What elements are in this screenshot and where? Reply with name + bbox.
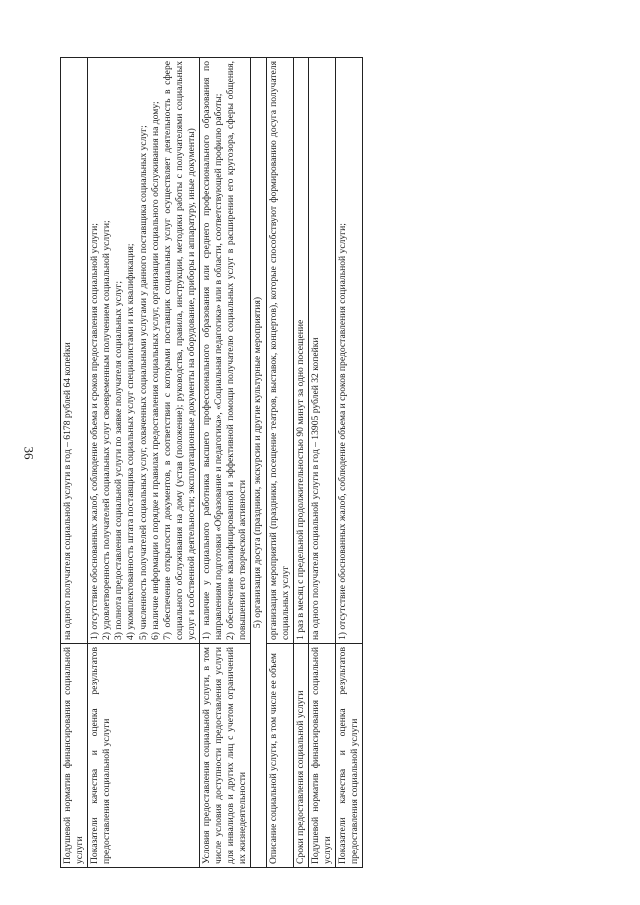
row-label: Подушевой норматив финансирования социальной услуги [308, 644, 335, 868]
table-row [308, 58, 335, 868]
table-row [88, 58, 200, 868]
value-item: 3) полнота предоставления социальной услуги по заявке получателя социальных услуг; [113, 280, 125, 640]
value-item: организация мероприятий (праздники, посещение театров, выставок, концертов), которые способствуют формированию досуга получателя социальных услуг [267, 61, 291, 640]
value-item: 7) обеспечение открытости документов, в соответствии с которыми поставщик социальных услуг осуществляет деятельность в сфере социального обслуживания на дому (устав (положение); руководства, правила, инструкции, методики работы с получателями социальных услуг и собственной деятельности; эксплуатационные документы на оборудование, приборы и аппаратуру, иные документы) [161, 61, 197, 640]
row-value [88, 58, 200, 644]
services-table [60, 57, 363, 868]
table-row [200, 58, 251, 868]
value-item: 1) отсутствие обоснованных жалоб, соблюдение объема и сроков предоставления социальной услуги; [89, 223, 101, 640]
row-label: Показатели качества и оценка результатов предоставления социальной услуги [88, 644, 200, 868]
row-value [200, 58, 251, 644]
row-value [61, 58, 88, 644]
value-item: 5) численность получателей социальных услуг, охваченных социальными услугами у данного поставщика социальных услуг; [137, 125, 149, 640]
value-item: на одного получателя социальной услуги в год – 6178 рублей 64 копейки [62, 342, 73, 640]
value-item: 2) удовлетворенность получателей социальных услуг своевременным получением социальной услуги; [101, 220, 113, 640]
value-item: 6) наличие информации о порядке и правилах предоставления социальных услуг, организации социального обслуживания на дому; [149, 101, 161, 640]
section-heading-row [251, 58, 266, 868]
table-row [335, 58, 362, 868]
table-row [293, 58, 308, 868]
value-item: на одного получателя социальной услуги в год – 13905 рублей 32 копейки [309, 337, 321, 640]
row-value [335, 58, 362, 644]
value-item: 1) отсутствие обоснованных жалоб, соблюдение объема и сроков предоставления социальной услуги; [336, 223, 348, 640]
row-value [293, 58, 308, 644]
page-number: 36 [21, 446, 37, 460]
services-table-body [61, 58, 363, 868]
section-heading: 5) организация досуга (праздники, экскурсии и другие культурные мероприятия) [251, 58, 266, 868]
value-item: 2) обеспечение квалифицированной и эффективной помощи получателю социальных услуг в расширении его кругозора, сферы общения, повышении его творческой активности [225, 61, 249, 640]
row-label: Описание социальной услуги, в том числе ее объем [266, 644, 293, 868]
value-item: 4) укомплектованность штата поставщика социальных услуг специалистами и их квалификация; [125, 243, 137, 640]
row-label: Сроки предоставления социальной услуги [293, 644, 308, 868]
table-row [61, 58, 88, 868]
rotated-page-content [60, 58, 596, 868]
row-label: Подушевой норматив финансирования социальной услуги [61, 644, 88, 868]
value-item: 1 раз в месяц с предельной продолжительностью 90 минут за одно посещение [294, 319, 306, 640]
table-row [266, 58, 293, 868]
row-value [308, 58, 335, 644]
value-item: 1) наличие у социального работника высшего профессионального образования или среднего профессионального образования по направлениям подготовки «Образование и педагогика», «Социальная педагогика» или в области, соответствующей профилю работы; [201, 61, 225, 640]
row-value [266, 58, 293, 644]
row-label: Условия предоставления социальной услуги, в том числе условия доступности предоставления услуги для инвалидов и других лиц с учетом ограничений их жизнедеятельности [200, 644, 251, 868]
row-label: Показатели качества и оценка результатов предоставления социальной услуги [335, 644, 362, 868]
